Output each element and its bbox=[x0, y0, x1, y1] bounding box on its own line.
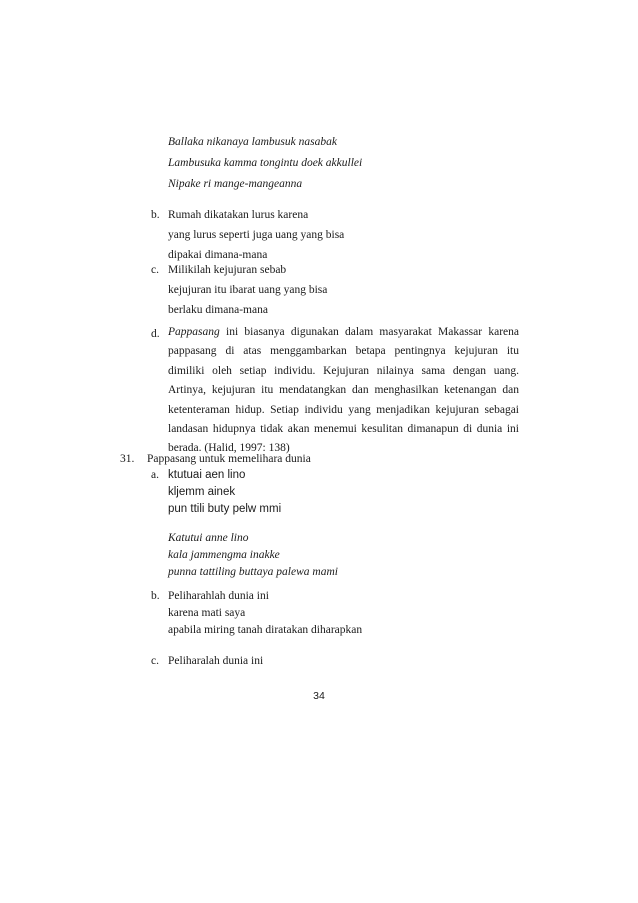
list-marker-b: b. bbox=[151, 209, 160, 221]
paragraph-line: pappasang di atas menggambarkan betapa pentingnya kejujuran itu bbox=[168, 345, 519, 358]
term-italic: Pappasang bbox=[168, 326, 220, 338]
section-number: 31. bbox=[120, 453, 135, 465]
paragraph-line: Artinya, kejujuran itu mendatangkan dan menghasilkan ketenangan dan bbox=[168, 384, 519, 397]
paragraph-text: ini biasanya digunakan dalam masyarakat Makassar karena bbox=[219, 326, 519, 338]
translation-line: Milikilah kejujuran sebab bbox=[168, 264, 287, 276]
verse-line: Lambusuka kamma tongintu doek akkullei bbox=[168, 157, 363, 169]
section-title: Pappasang untuk memelihara dunia bbox=[147, 453, 311, 465]
verse-line: Ballaka nikanaya lambusuk nasabak bbox=[168, 136, 337, 148]
translation-line: karena mati saya bbox=[168, 607, 246, 619]
list-marker-a: a. bbox=[151, 469, 159, 481]
lontara-line: kljemm ainek bbox=[168, 486, 236, 498]
lontara-line: pun ttili buty pelw mmi bbox=[168, 503, 282, 515]
lontara-line: ktutuai aen lino bbox=[168, 469, 246, 481]
paragraph-line: ketenteraman hidup. Setiap individu yang menjadikan kejujuran sebagai bbox=[168, 403, 519, 416]
verse-line: punna tattiling buttaya palewa mami bbox=[168, 566, 338, 578]
paragraph-line: dimiliki oleh setiap individu. Kejujuran nilainya sama dengan uang. bbox=[168, 364, 519, 377]
verse-line: Nipake ri mange-mangeanna bbox=[168, 178, 303, 190]
list-marker-b: b. bbox=[151, 590, 160, 602]
explanation-paragraph bbox=[168, 323, 519, 459]
translation-line: yang lurus seperti juga uang yang bisa bbox=[168, 229, 345, 241]
list-marker-c: c. bbox=[151, 264, 159, 276]
list-marker-c: c. bbox=[151, 655, 159, 667]
verse-line: kala jammengma inakke bbox=[168, 549, 280, 561]
translation-line: Peliharahlah dunia ini bbox=[168, 590, 269, 602]
translation-line: Rumah dikatakan lurus karena bbox=[168, 209, 309, 221]
translation-line: Peliharalah dunia ini bbox=[168, 655, 264, 667]
translation-line: dipakai dimana-mana bbox=[168, 249, 268, 261]
verse-line: Katutui anne lino bbox=[168, 532, 249, 544]
paragraph-line bbox=[168, 323, 519, 342]
list-marker-d: d. bbox=[151, 328, 160, 340]
translation-line: apabila miring tanah diratakan diharapkan bbox=[168, 624, 363, 636]
paragraph-line: berada. (Halid, 1997: 138) bbox=[168, 442, 290, 455]
translation-line: kejujuran itu ibarat uang yang bisa bbox=[168, 284, 328, 296]
page-number: 34 bbox=[313, 690, 325, 702]
translation-line: berlaku dimana-mana bbox=[168, 304, 268, 316]
paragraph-line: landasan hidupnya tidak akan menemui kesulitan dimanapun di dunia ini bbox=[168, 422, 519, 435]
